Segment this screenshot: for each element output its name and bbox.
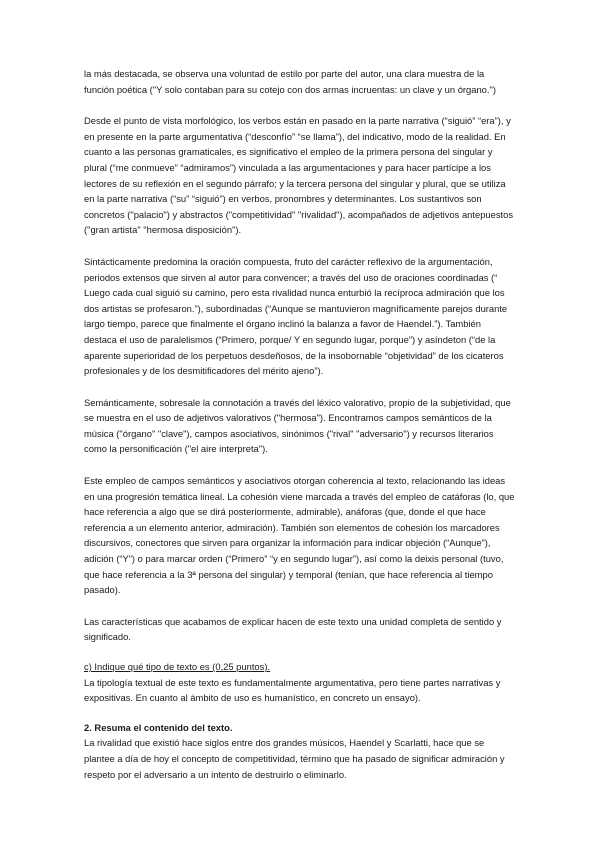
- question-c-heading: c) Indique qué tipo de texto es (0,25 puntos).: [84, 661, 271, 672]
- paragraph-morphology: Desde el punto de vista morfológico, los verbos están en pasado en la parte narrativa (“siguió” “era”), y en presente en la parte argumentativa (“desconfío” “se llama”), del indicativo, modo de la realidad. En cuanto a las personas gramaticales, es significativo el empleo de la primera persona del singular y plural (“me conmueve” “admiramos”) vinculada a las argumentaciones y para hacer partícipe a los lectores de su reflexión en el segundo párrafo; y la tercera persona del singular y plural, que se utiliza en la parte narrativa (“su” “siguió”) en verbos, pronombres y determinantes. Los sustantivos son concretos ("palacio") y abstractos ("competitividad" "rivalidad"), acompañados de adjetivos antepuestos ("gran artista" "hermosa disposición").: [84, 115, 514, 236]
- paragraph-poetic-function: la más destacada, se observa una voluntad de estilo por parte del autor, una clara muestra de la función poética ("Y solo contaban para su cotejo con dos armas incruentas: un clave y un órgano."): [84, 68, 496, 95]
- question-c-answer: La tipología textual de este texto es fundamentalmente argumentativa, pero tiene partes narrativas y expositivas. En cuanto al ámbito de uso es humanístico, en concreto un ensayo).: [84, 676, 501, 704]
- paragraph-syntax: Sintácticamente predomina la oración compuesta, fruto del carácter reflexivo de la argumentación, periodos extensos que sirven al autor para convencer; a través del uso de oraciones coordinadas (“ Luego cada cual siguió su camino, pero esta rivalidad nunca enturbió la recíproca admiración que los dos artistas se profesaron.”), subordinadas (“Aunque se mantuvieron magníficamente parejos durante largo tiempo, parece que finalmente el órgano inclinó la balanza a favor de Haendel.”). También destaca el uso de paralelismos (“Primero, porque/ Y en segundo lugar, porque”) y asíndeton (“de la aparente superioridad de los perpetuos desdeñosos, de la insobornable “objetividad” de los cicateros profesionales y de los desmitificadores del mérito ajeno”).: [84, 255, 508, 377]
- question-2-heading: 2. Resuma el contenido del texto.: [84, 721, 233, 733]
- paragraph-conclusion: Las características que acabamos de explicar hacen de este texto una unidad completa de sentido y significado.: [84, 615, 502, 643]
- question-2-answer: La rivalidad que existió hace siglos entre dos grandes músicos, Haendel y Scarlatti, hace que se plantee a día de hoy el concepto de competitividad, término que ha pasado de significar admiración y respeto por el adversario a un intento de destruirlo o eliminarlo.: [84, 737, 505, 780]
- paragraph-cohesion: Este empleo de campos semánticos y asociativos otorgan coherencia al texto, relacionando las ideas en una progresión temática lineal. La cohesión viene marcada a través del empleo de catáforas (lo, que hace referencia a algo que se dirá posteriormente, admirable), anáforas (que, donde el que hace referencia a un elemento anterior, admiración). También son elementos de cohesión los marcadores discursivos, conectores que sirven para organizar la información para indicar objeción (“Aunque”), adición (“Y”) o para marcar orden (“Primero” “y en segundo lugar”), así como la deixis personal (tuvo, que hace referencia a la 3ª persona del singular) y temporal (tenían, que hace referencia al tiempo pasado).: [84, 475, 515, 596]
- paragraph-semantics: Semánticamente, sobresale la connotación a través del léxico valorativo, propio de la subjetividad, que se muestra en el uso de adjetivos valorativos ("hermosa"). Encontramos campos semánticos de la música ("órgano" "clave"), campos asociativos, sinónimos ("rival" "adversario") y recursos literarios como la personificación ("el aire interpreta").: [84, 396, 511, 455]
